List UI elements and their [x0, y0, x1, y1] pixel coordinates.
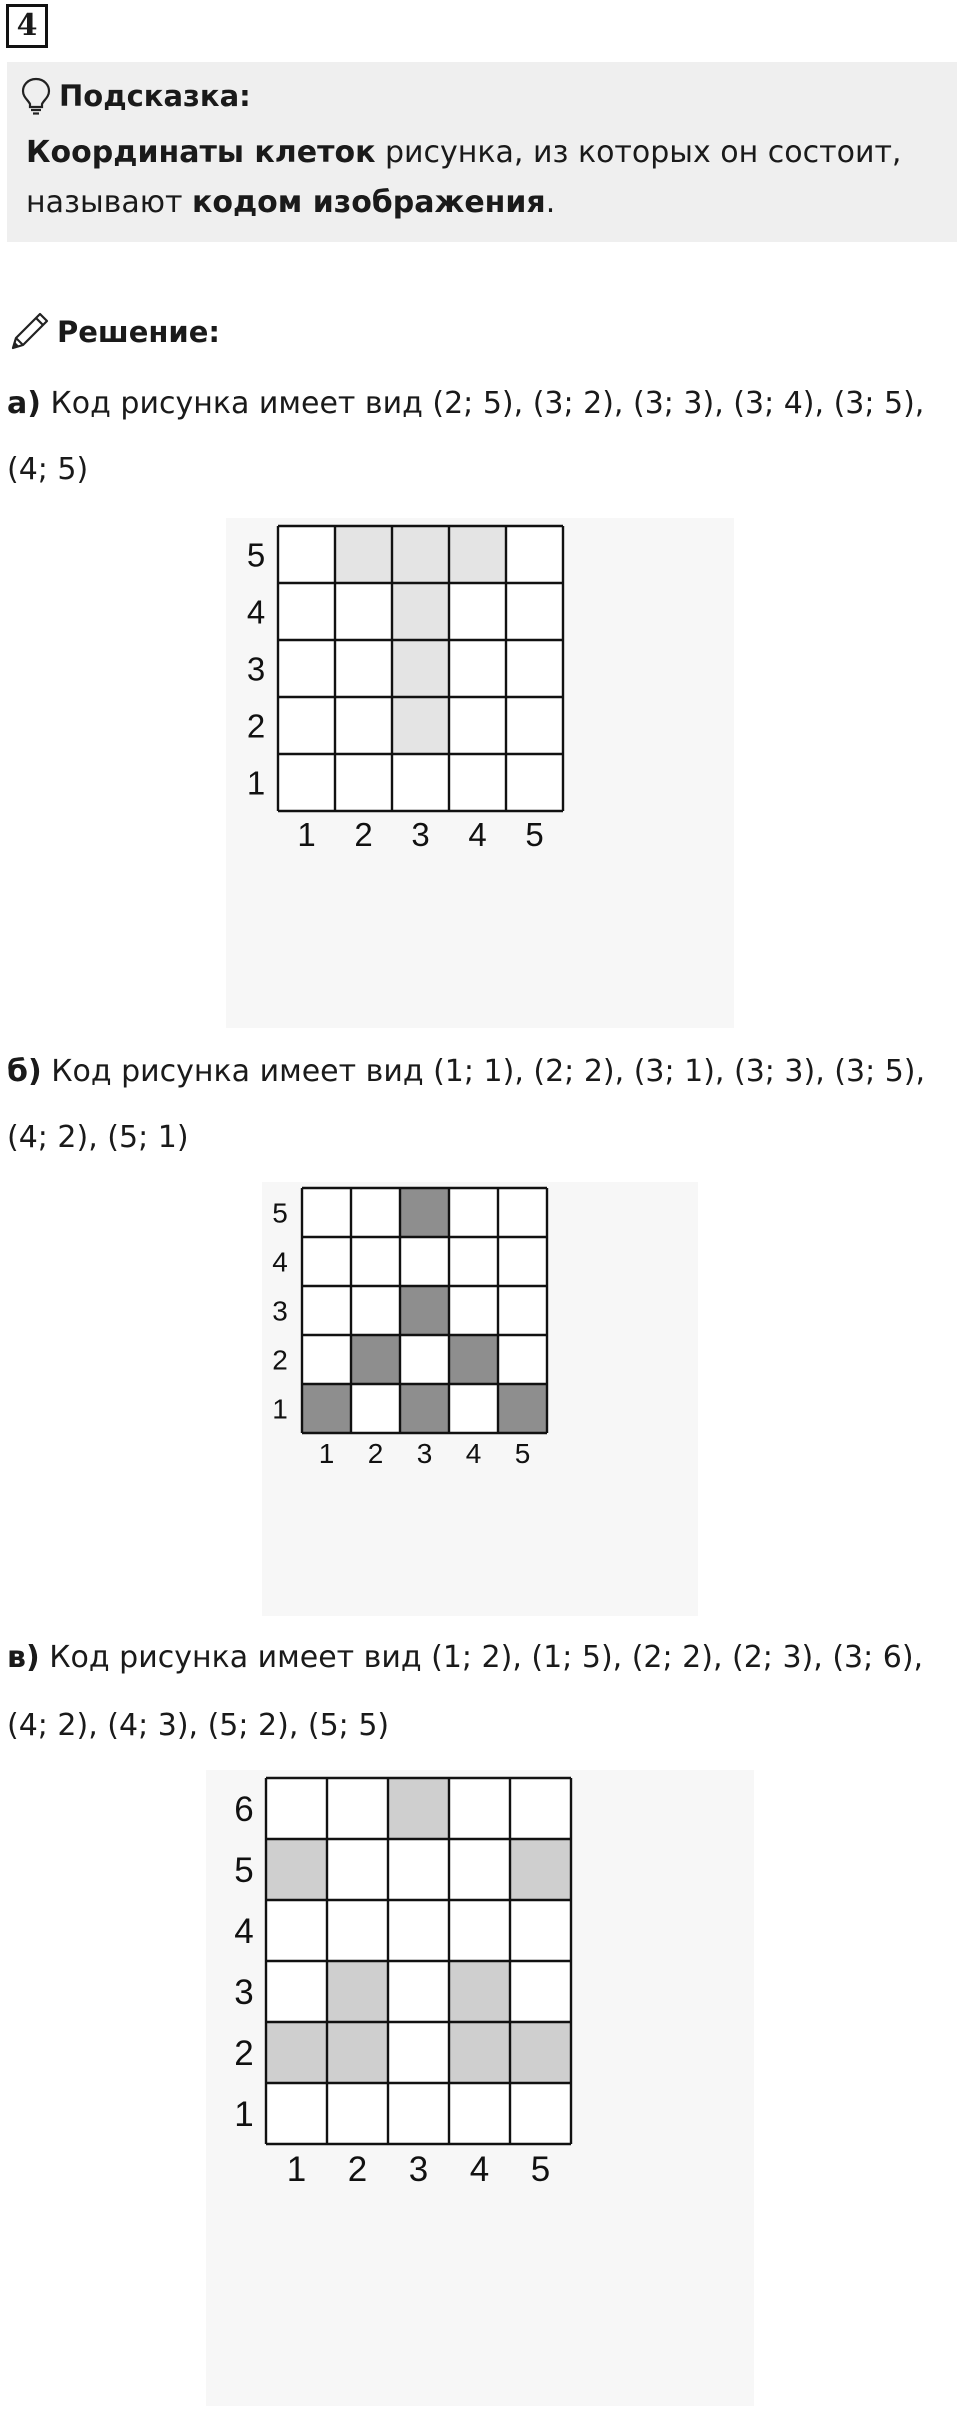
y-tick-label: 6: [234, 1790, 254, 1830]
y-tick-label: 4: [234, 1912, 254, 1952]
filled-cell-4-2: [449, 1335, 498, 1384]
part-a-label: а): [7, 386, 41, 421]
x-tick-label: 5: [514, 1438, 531, 1469]
part-a-line-1: [7, 386, 924, 421]
x-tick-label: 1: [286, 2150, 307, 2189]
filled-cell-5-2: [510, 2022, 571, 2083]
filled-cell-2-2: [351, 1335, 400, 1384]
grid-figure-a: [226, 518, 734, 1028]
x-tick-label: 1: [318, 1438, 335, 1469]
y-tick-label: 4: [272, 1246, 288, 1278]
hint-box: [7, 62, 957, 242]
part-b-text-1: Код рисунка имеет вид (1; 1), (2; 2), (3; 1), (3; 3), (3; 5),: [41, 1054, 926, 1089]
y-tick-label: 1: [246, 764, 266, 802]
hint-plain-1: рисунка, из которых он состоит,: [375, 135, 902, 170]
solution-header: [7, 310, 220, 354]
filled-cell-3-4: [392, 583, 449, 640]
y-tick-label: 3: [234, 1973, 254, 2013]
filled-cell-3-5: [400, 1188, 449, 1237]
filled-cell-4-3: [449, 1961, 510, 2022]
filled-cell-4-2: [449, 2022, 510, 2083]
part-c-label: в): [7, 1640, 40, 1675]
part-a-text-1: Код рисунка имеет вид (2; 5), (3; 2), (3; 3), (3; 4), (3; 5),: [40, 386, 925, 421]
hint-bold-1: Координаты клеток: [26, 135, 376, 170]
filled-cell-3-5: [392, 526, 449, 583]
x-tick-label: 3: [408, 2150, 429, 2189]
x-tick-label: 3: [411, 816, 430, 853]
part-b-line-1: [7, 1054, 925, 1089]
x-tick-label: 4: [468, 816, 487, 853]
filled-cell-1-5: [266, 1839, 327, 1900]
part-a-line-2: (4; 5): [7, 452, 89, 487]
hint-text: [19, 128, 945, 228]
part-c-line-1: [7, 1640, 923, 1675]
y-tick-label: 2: [234, 2034, 254, 2074]
filled-cell-1-1: [302, 1384, 351, 1433]
filled-cell-2-2: [327, 2022, 388, 2083]
part-c-text-1: Код рисунка имеет вид (1; 2), (1; 5), (2; 2), (2; 3), (3; 6),: [39, 1640, 924, 1675]
y-tick-label: 4: [246, 593, 266, 631]
x-tick-label: 4: [469, 2150, 490, 2189]
y-tick-label: 1: [234, 2095, 254, 2135]
filled-cell-2-5: [335, 526, 392, 583]
grid-c: [206, 1770, 754, 2406]
pencil-icon: [7, 310, 53, 354]
filled-cell-3-3: [392, 640, 449, 697]
part-b-label: б): [7, 1054, 42, 1089]
x-tick-label: 2: [347, 2150, 368, 2189]
y-tick-label: 5: [272, 1197, 288, 1229]
hint-bold-2: кодом изображения: [191, 185, 546, 220]
x-tick-label: 5: [530, 2150, 551, 2189]
filled-cell-5-1: [498, 1384, 547, 1433]
grid-figure-c: [206, 1770, 754, 2406]
filled-cell-5-5: [510, 1839, 571, 1900]
y-tick-label: 2: [246, 707, 266, 745]
filled-cell-4-5: [449, 526, 506, 583]
y-tick-label: 5: [234, 1851, 254, 1891]
x-tick-label: 2: [354, 816, 373, 853]
hint-header: [19, 76, 945, 116]
filled-cell-1-2: [266, 2022, 327, 2083]
filled-cell-2-3: [327, 1961, 388, 2022]
task-number: 4: [6, 4, 48, 48]
x-tick-label: 4: [465, 1438, 482, 1469]
x-tick-label: 5: [525, 816, 544, 853]
y-tick-label: 1: [272, 1393, 288, 1425]
y-tick-label: 3: [246, 650, 266, 688]
part-b-line-2: (4; 2), (5; 1): [7, 1120, 189, 1155]
lightbulb-icon: [19, 76, 53, 116]
x-tick-label: 1: [297, 816, 316, 853]
hint-plain-3: .: [545, 185, 556, 220]
y-tick-label: 5: [246, 536, 266, 574]
part-c-line-2: (4; 2), (4; 3), (5; 2), (5; 5): [7, 1708, 390, 1743]
x-tick-label: 3: [416, 1438, 433, 1469]
filled-cell-3-2: [392, 697, 449, 754]
filled-cell-3-1: [400, 1384, 449, 1433]
grid-figure-b: [262, 1182, 698, 1616]
hint-title: Подсказка:: [59, 79, 251, 113]
y-tick-label: 2: [272, 1344, 288, 1376]
grid-b: [262, 1182, 698, 1616]
grid-a: [226, 518, 734, 1028]
filled-cell-3-6: [388, 1778, 449, 1839]
filled-cell-3-3: [400, 1286, 449, 1335]
solution-title: Решение:: [57, 315, 221, 349]
y-tick-label: 3: [272, 1295, 288, 1327]
x-tick-label: 2: [367, 1438, 384, 1469]
hint-plain-2: называют: [26, 185, 192, 220]
